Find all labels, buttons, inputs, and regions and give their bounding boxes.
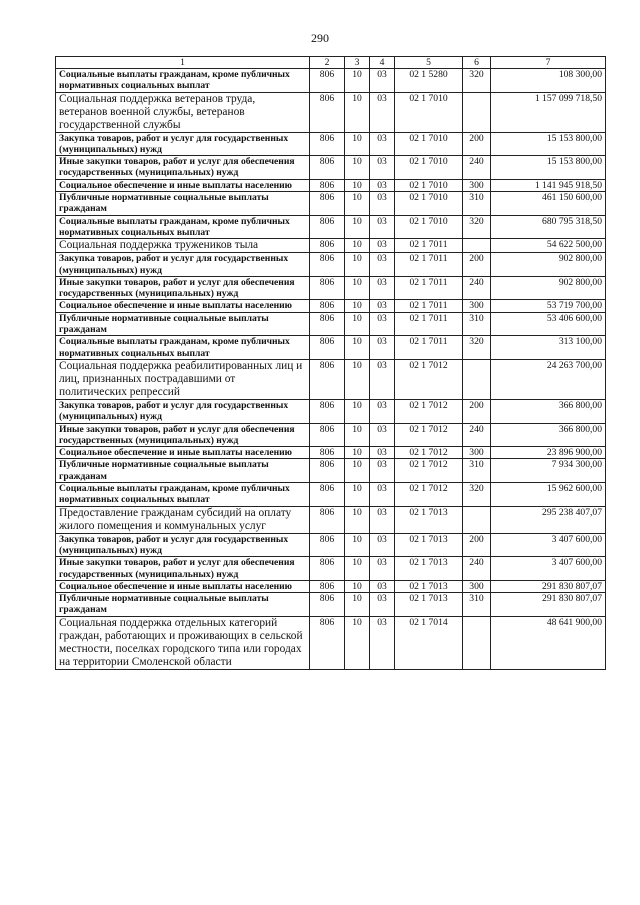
- row-ministry-cell: 806: [310, 92, 345, 132]
- row-section-cell: 10: [345, 156, 370, 180]
- row-target-cell: 02 1 5280: [395, 69, 463, 93]
- row-subsection-cell: 03: [370, 69, 395, 93]
- row-target-cell: 02 1 7011: [395, 336, 463, 360]
- row-subsection-cell: 03: [370, 557, 395, 581]
- row-amount-cell: 15 153 800,00: [491, 132, 606, 156]
- table-row: [56, 506, 606, 533]
- row-target-cell: 02 1 7010: [395, 92, 463, 132]
- row-subsection-cell: 03: [370, 447, 395, 459]
- row-amount-cell: 53 406 600,00: [491, 312, 606, 336]
- row-ministry-cell: 806: [310, 312, 345, 336]
- row-subsection-cell: 03: [370, 459, 395, 483]
- row-target-cell: 02 1 7012: [395, 359, 463, 399]
- row-subsection-cell: 03: [370, 239, 395, 253]
- row-type-cell: 240: [463, 156, 491, 180]
- row-subsection-cell: 03: [370, 253, 395, 277]
- row-subsection-cell: 03: [370, 132, 395, 156]
- row-section-cell: 10: [345, 276, 370, 300]
- table-row: [56, 483, 606, 507]
- row-ministry-cell: 806: [310, 557, 345, 581]
- row-amount-cell: 291 830 807,07: [491, 593, 606, 617]
- row-target-cell: 02 1 7012: [395, 447, 463, 459]
- table-body: [56, 69, 606, 670]
- row-amount-cell: 23 896 900,00: [491, 447, 606, 459]
- row-name-cell: Публичные нормативные социальные выплаты гражданам: [56, 593, 310, 617]
- table-row: [56, 69, 606, 93]
- table-row: [56, 215, 606, 239]
- row-subsection-cell: 03: [370, 276, 395, 300]
- row-section-cell: 10: [345, 312, 370, 336]
- table-row: [56, 192, 606, 216]
- row-amount-cell: 108 300,00: [491, 69, 606, 93]
- row-subsection-cell: 03: [370, 506, 395, 533]
- row-amount-cell: 3 407 600,00: [491, 557, 606, 581]
- row-name-cell: Социальная поддержка ветеранов труда, ветеранов военной службы, ветеранов государственной службы: [56, 92, 310, 132]
- row-section-cell: 10: [345, 459, 370, 483]
- row-section-cell: 10: [345, 132, 370, 156]
- row-type-cell: 320: [463, 69, 491, 93]
- table-row: [56, 253, 606, 277]
- row-name-cell: Социальное обеспечение и иные выплаты населению: [56, 447, 310, 459]
- row-name-cell: Социальное обеспечение и иные выплаты населению: [56, 580, 310, 592]
- row-type-cell: [463, 239, 491, 253]
- row-ministry-cell: 806: [310, 215, 345, 239]
- row-type-cell: 300: [463, 300, 491, 312]
- row-ministry-cell: 806: [310, 276, 345, 300]
- row-ministry-cell: 806: [310, 69, 345, 93]
- row-type-cell: 200: [463, 253, 491, 277]
- row-section-cell: 10: [345, 239, 370, 253]
- row-target-cell: 02 1 7013: [395, 557, 463, 581]
- row-name-cell: Социальные выплаты гражданам, кроме публичных нормативных социальных выплат: [56, 336, 310, 360]
- row-ministry-cell: 806: [310, 616, 345, 669]
- row-section-cell: 10: [345, 399, 370, 423]
- table-row: [56, 533, 606, 557]
- row-type-cell: 310: [463, 192, 491, 216]
- row-amount-cell: 1 157 099 718,50: [491, 92, 606, 132]
- row-amount-cell: 295 238 407,07: [491, 506, 606, 533]
- row-amount-cell: 15 962 600,00: [491, 483, 606, 507]
- row-amount-cell: 366 800,00: [491, 423, 606, 447]
- row-ministry-cell: 806: [310, 483, 345, 507]
- row-amount-cell: 291 830 807,07: [491, 580, 606, 592]
- row-target-cell: 02 1 7011: [395, 239, 463, 253]
- budget-table: [55, 56, 606, 670]
- row-section-cell: 10: [345, 215, 370, 239]
- row-target-cell: 02 1 7011: [395, 300, 463, 312]
- row-section-cell: 10: [345, 69, 370, 93]
- row-target-cell: 02 1 7012: [395, 423, 463, 447]
- row-ministry-cell: 806: [310, 132, 345, 156]
- row-subsection-cell: 03: [370, 179, 395, 191]
- row-subsection-cell: 03: [370, 156, 395, 180]
- row-target-cell: 02 1 7010: [395, 192, 463, 216]
- row-section-cell: 10: [345, 423, 370, 447]
- table-row: [56, 447, 606, 459]
- row-type-cell: 320: [463, 215, 491, 239]
- row-subsection-cell: 03: [370, 533, 395, 557]
- row-subsection-cell: 03: [370, 312, 395, 336]
- column-header-target: 5: [395, 57, 463, 69]
- table-row: [56, 423, 606, 447]
- row-type-cell: 320: [463, 483, 491, 507]
- row-subsection-cell: 03: [370, 423, 395, 447]
- row-section-cell: 10: [345, 179, 370, 191]
- row-type-cell: 300: [463, 580, 491, 592]
- row-section-cell: 10: [345, 593, 370, 617]
- row-name-cell: Предоставление гражданам субсидий на оплату жилого помещения и коммунальных услуг: [56, 506, 310, 533]
- table-row: [56, 92, 606, 132]
- row-section-cell: 10: [345, 447, 370, 459]
- table-row: [56, 300, 606, 312]
- row-subsection-cell: 03: [370, 336, 395, 360]
- row-target-cell: 02 1 7012: [395, 483, 463, 507]
- row-target-cell: 02 1 7013: [395, 593, 463, 617]
- row-subsection-cell: 03: [370, 593, 395, 617]
- row-target-cell: 02 1 7010: [395, 132, 463, 156]
- row-type-cell: 300: [463, 447, 491, 459]
- column-header-subsection: 4: [370, 57, 395, 69]
- row-type-cell: 200: [463, 399, 491, 423]
- row-name-cell: Иные закупки товаров, работ и услуг для обеспечения государственных (муниципальных) нужд: [56, 557, 310, 581]
- row-type-cell: [463, 616, 491, 669]
- row-type-cell: [463, 92, 491, 132]
- row-name-cell: Социальные выплаты гражданам, кроме публичных нормативных социальных выплат: [56, 483, 310, 507]
- column-header-ministry: 2: [310, 57, 345, 69]
- row-type-cell: [463, 506, 491, 533]
- row-subsection-cell: 03: [370, 359, 395, 399]
- row-amount-cell: 313 100,00: [491, 336, 606, 360]
- row-type-cell: 310: [463, 459, 491, 483]
- row-name-cell: Закупка товаров, работ и услуг для государственных (муниципальных) нужд: [56, 399, 310, 423]
- row-target-cell: 02 1 7011: [395, 312, 463, 336]
- row-target-cell: 02 1 7011: [395, 253, 463, 277]
- row-type-cell: 320: [463, 336, 491, 360]
- table-row: [56, 239, 606, 253]
- row-name-cell: Публичные нормативные социальные выплаты гражданам: [56, 459, 310, 483]
- row-amount-cell: 15 153 800,00: [491, 156, 606, 180]
- row-name-cell: Закупка товаров, работ и услуг для государственных (муниципальных) нужд: [56, 132, 310, 156]
- table-row: [56, 132, 606, 156]
- row-target-cell: 02 1 7011: [395, 276, 463, 300]
- row-name-cell: Иные закупки товаров, работ и услуг для обеспечения государственных (муниципальных) нужд: [56, 423, 310, 447]
- row-subsection-cell: 03: [370, 580, 395, 592]
- row-subsection-cell: 03: [370, 616, 395, 669]
- table-row: [56, 179, 606, 191]
- row-name-cell: Закупка товаров, работ и услуг для государственных (муниципальных) нужд: [56, 533, 310, 557]
- row-name-cell: Социальное обеспечение и иные выплаты населению: [56, 300, 310, 312]
- row-type-cell: 300: [463, 179, 491, 191]
- row-amount-cell: 7 934 300,00: [491, 459, 606, 483]
- row-name-cell: Публичные нормативные социальные выплаты гражданам: [56, 312, 310, 336]
- column-header-amount: 7: [491, 57, 606, 69]
- row-name-cell: Социальная поддержка тружеников тыла: [56, 239, 310, 253]
- row-section-cell: 10: [345, 336, 370, 360]
- row-subsection-cell: 03: [370, 300, 395, 312]
- row-name-cell: Социальные выплаты гражданам, кроме публичных нормативных социальных выплат: [56, 215, 310, 239]
- row-amount-cell: 53 719 700,00: [491, 300, 606, 312]
- row-target-cell: 02 1 7013: [395, 580, 463, 592]
- row-type-cell: 200: [463, 533, 491, 557]
- row-amount-cell: 1 141 945 918,50: [491, 179, 606, 191]
- row-amount-cell: 48 641 900,00: [491, 616, 606, 669]
- row-target-cell: 02 1 7013: [395, 506, 463, 533]
- row-section-cell: 10: [345, 580, 370, 592]
- table-row: [56, 616, 606, 669]
- row-ministry-cell: 806: [310, 447, 345, 459]
- row-amount-cell: 902 800,00: [491, 253, 606, 277]
- row-ministry-cell: 806: [310, 423, 345, 447]
- row-name-cell: Социальные выплаты гражданам, кроме публичных нормативных социальных выплат: [56, 69, 310, 93]
- row-amount-cell: 24 263 700,00: [491, 359, 606, 399]
- row-name-cell: Закупка товаров, работ и услуг для государственных (муниципальных) нужд: [56, 253, 310, 277]
- row-type-cell: 240: [463, 423, 491, 447]
- row-amount-cell: 902 800,00: [491, 276, 606, 300]
- row-name-cell: Социальная поддержка отдельных категорий граждан, работающих и проживающих в сельской местности, поселках городского типа или городах на территории Смоленской области: [56, 616, 310, 669]
- row-type-cell: 310: [463, 593, 491, 617]
- row-name-cell: Иные закупки товаров, работ и услуг для обеспечения государственных (муниципальных) нужд: [56, 276, 310, 300]
- table-row: [56, 336, 606, 360]
- row-amount-cell: 366 800,00: [491, 399, 606, 423]
- row-name-cell: Иные закупки товаров, работ и услуг для обеспечения государственных (муниципальных) нужд: [56, 156, 310, 180]
- table-row: [56, 312, 606, 336]
- table-row: [56, 276, 606, 300]
- row-section-cell: 10: [345, 92, 370, 132]
- row-amount-cell: 54 622 500,00: [491, 239, 606, 253]
- row-ministry-cell: 806: [310, 336, 345, 360]
- row-section-cell: 10: [345, 359, 370, 399]
- table-row: [56, 593, 606, 617]
- row-ministry-cell: 806: [310, 580, 345, 592]
- row-section-cell: 10: [345, 300, 370, 312]
- row-ministry-cell: 806: [310, 192, 345, 216]
- table-row: [56, 359, 606, 399]
- row-name-cell: Публичные нормативные социальные выплаты гражданам: [56, 192, 310, 216]
- table-row: [56, 399, 606, 423]
- row-section-cell: 10: [345, 616, 370, 669]
- row-ministry-cell: 806: [310, 533, 345, 557]
- row-amount-cell: 680 795 318,50: [491, 215, 606, 239]
- row-ministry-cell: 806: [310, 156, 345, 180]
- row-type-cell: 310: [463, 312, 491, 336]
- row-subsection-cell: 03: [370, 215, 395, 239]
- row-subsection-cell: 03: [370, 483, 395, 507]
- row-target-cell: 02 1 7013: [395, 533, 463, 557]
- row-ministry-cell: 806: [310, 459, 345, 483]
- row-subsection-cell: 03: [370, 92, 395, 132]
- row-target-cell: 02 1 7012: [395, 399, 463, 423]
- row-type-cell: [463, 359, 491, 399]
- column-header-type: 6: [463, 57, 491, 69]
- row-section-cell: 10: [345, 192, 370, 216]
- row-ministry-cell: 806: [310, 359, 345, 399]
- row-type-cell: 200: [463, 132, 491, 156]
- row-ministry-cell: 806: [310, 253, 345, 277]
- row-subsection-cell: 03: [370, 192, 395, 216]
- row-section-cell: 10: [345, 253, 370, 277]
- row-name-cell: Социальное обеспечение и иные выплаты населению: [56, 179, 310, 191]
- table-row: [56, 459, 606, 483]
- row-type-cell: 240: [463, 276, 491, 300]
- column-header-name: 1: [56, 57, 310, 69]
- row-target-cell: 02 1 7012: [395, 459, 463, 483]
- row-ministry-cell: 806: [310, 300, 345, 312]
- row-target-cell: 02 1 7010: [395, 215, 463, 239]
- row-amount-cell: 461 150 600,00: [491, 192, 606, 216]
- row-ministry-cell: 806: [310, 506, 345, 533]
- row-ministry-cell: 806: [310, 239, 345, 253]
- table-row: [56, 557, 606, 581]
- table-row: [56, 580, 606, 592]
- column-number-row: [56, 57, 606, 69]
- row-section-cell: 10: [345, 557, 370, 581]
- row-target-cell: 02 1 7010: [395, 179, 463, 191]
- row-target-cell: 02 1 7014: [395, 616, 463, 669]
- column-header-section: 3: [345, 57, 370, 69]
- row-section-cell: 10: [345, 533, 370, 557]
- row-section-cell: 10: [345, 483, 370, 507]
- row-section-cell: 10: [345, 506, 370, 533]
- row-ministry-cell: 806: [310, 179, 345, 191]
- row-amount-cell: 3 407 600,00: [491, 533, 606, 557]
- row-target-cell: 02 1 7010: [395, 156, 463, 180]
- page-number: 290: [311, 31, 329, 45]
- row-name-cell: Социальная поддержка реабилитированных лиц и лиц, признанных пострадавшими от политических репрессий: [56, 359, 310, 399]
- row-type-cell: 240: [463, 557, 491, 581]
- row-ministry-cell: 806: [310, 399, 345, 423]
- row-ministry-cell: 806: [310, 593, 345, 617]
- row-subsection-cell: 03: [370, 399, 395, 423]
- table-row: [56, 156, 606, 180]
